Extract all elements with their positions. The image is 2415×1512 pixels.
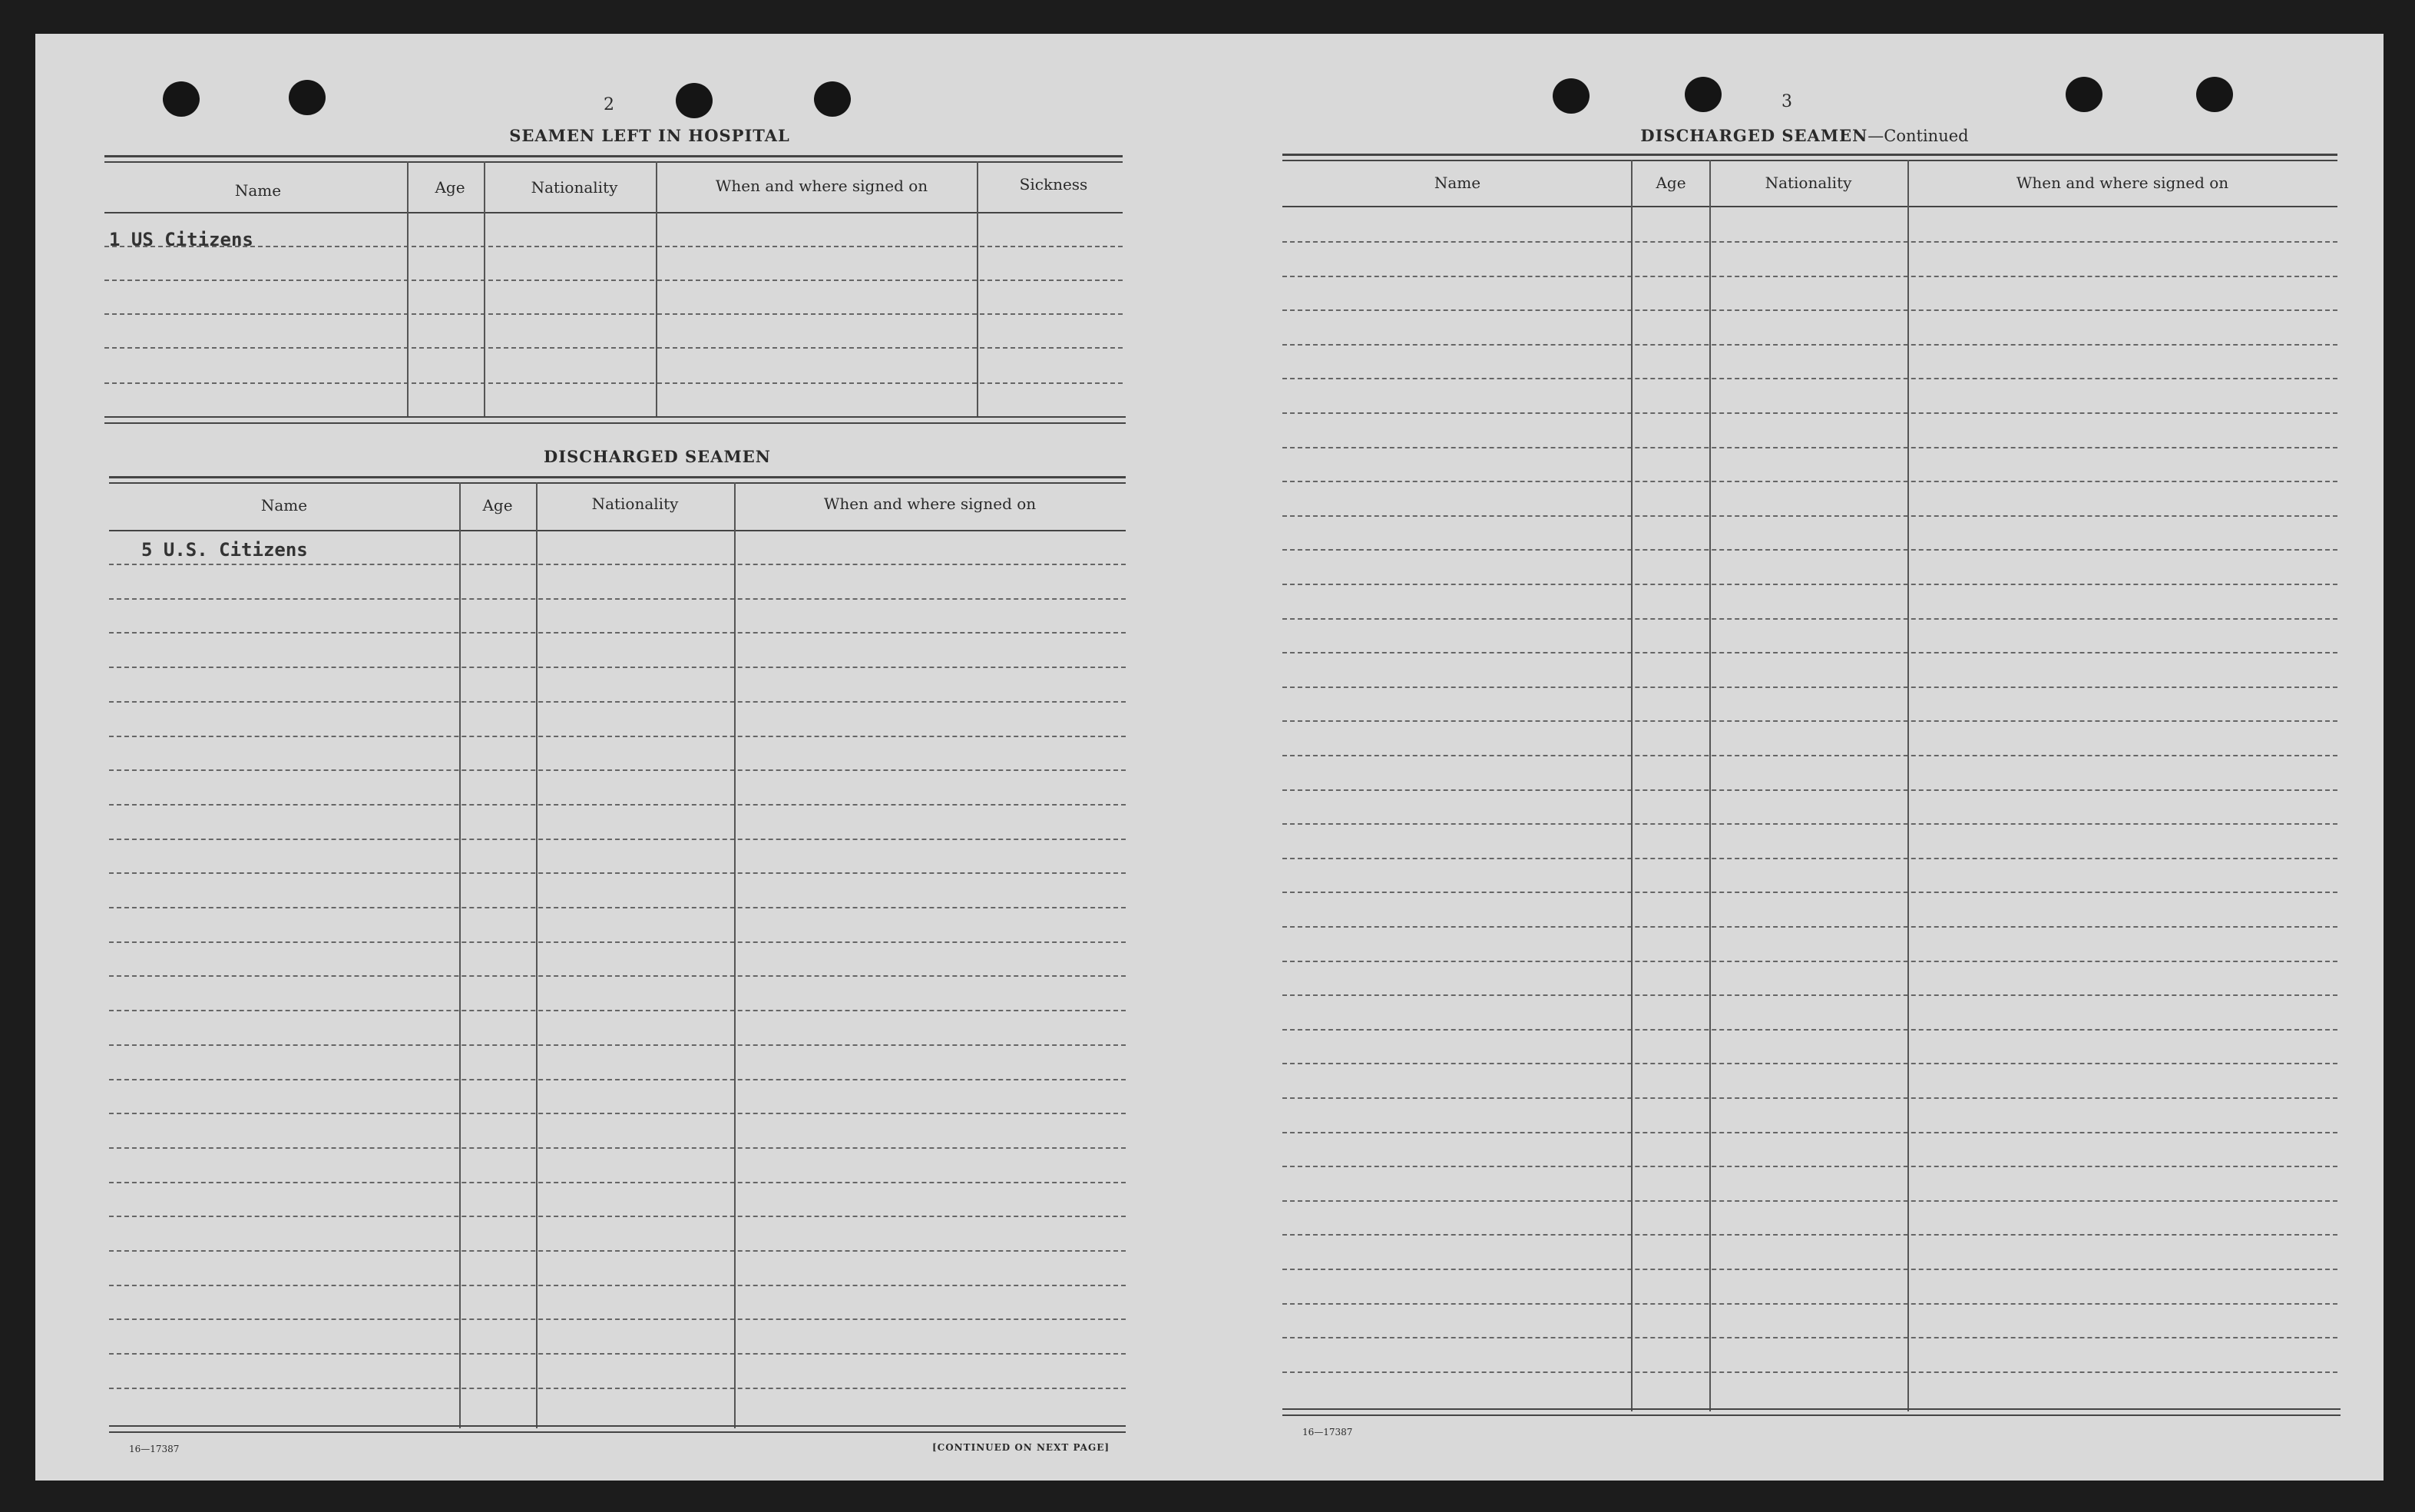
column-divider xyxy=(536,482,538,1428)
ruled-line xyxy=(104,246,1123,247)
document-page-spread xyxy=(35,34,2384,1481)
punch-hole xyxy=(2066,77,2102,112)
ruled-line xyxy=(104,382,1123,384)
ruled-line xyxy=(1282,584,2337,585)
ruled-line xyxy=(109,872,1126,874)
rule xyxy=(104,422,1126,424)
column-header-name: Name xyxy=(234,181,282,200)
ruled-line xyxy=(1282,926,2337,928)
ruled-line xyxy=(104,347,1123,349)
ruled-line xyxy=(1282,994,2337,996)
ruled-line xyxy=(1282,241,2337,243)
ruled-line xyxy=(104,280,1123,281)
ruled-line xyxy=(109,941,1126,943)
ruled-line xyxy=(1282,961,2337,962)
ruled-line xyxy=(1282,344,2337,346)
column-header-nationality: Nationality xyxy=(1765,174,1852,192)
ruled-line xyxy=(109,907,1126,908)
column-header-sickness: Sickness xyxy=(1019,175,1088,194)
rule xyxy=(1282,206,2337,207)
ruled-line xyxy=(109,564,1126,565)
column-divider xyxy=(977,161,978,418)
ruled-line xyxy=(1282,652,2337,653)
ruled-line xyxy=(1282,412,2337,414)
column-divider xyxy=(484,161,485,418)
ruled-line xyxy=(109,1113,1126,1114)
ruled-line xyxy=(109,632,1126,634)
ruled-line xyxy=(1282,309,2337,311)
ruled-line xyxy=(109,1010,1126,1011)
ruled-line xyxy=(1282,858,2337,859)
ruled-line xyxy=(1282,1029,2337,1031)
column-header-nationality: Nationality xyxy=(531,178,618,197)
ruled-line xyxy=(109,667,1126,668)
column-header-signed-on: When and where signed on xyxy=(2016,174,2229,192)
ruled-line xyxy=(109,1353,1126,1355)
title-text: DISCHARGED SEAMEN xyxy=(1640,126,1868,145)
column-header-age: Age xyxy=(482,496,513,514)
ruled-line xyxy=(109,598,1126,600)
ruled-line xyxy=(1282,1303,2337,1305)
column-divider xyxy=(407,161,409,418)
ruled-line xyxy=(104,313,1123,315)
punch-hole xyxy=(2196,77,2233,112)
ruled-line xyxy=(109,701,1126,703)
column-header-signed-on: When and where signed on xyxy=(715,177,928,195)
punch-hole xyxy=(1685,77,1722,112)
punch-hole xyxy=(289,80,326,115)
ruled-line xyxy=(1282,1063,2337,1064)
ruled-line xyxy=(109,1044,1126,1046)
column-header-name: Name xyxy=(1434,174,1481,192)
rule xyxy=(109,476,1126,478)
ruled-line xyxy=(1282,447,2337,448)
hospital-section-title: SEAMEN LEFT IN HOSPITAL xyxy=(509,126,790,145)
rule xyxy=(104,416,1126,418)
continued-note: [CONTINUED ON NEXT PAGE] xyxy=(932,1442,1110,1453)
ruled-line xyxy=(1282,1200,2337,1202)
column-divider xyxy=(459,482,461,1428)
ruled-line xyxy=(109,1216,1126,1217)
page-number: 2 xyxy=(604,95,614,114)
punch-hole xyxy=(163,81,200,117)
ruled-line xyxy=(1282,687,2337,688)
ruled-line xyxy=(109,1250,1126,1252)
column-header-age: Age xyxy=(1656,174,1686,192)
ruled-line xyxy=(1282,378,2337,379)
ruled-line xyxy=(1282,823,2337,825)
ruled-line xyxy=(1282,1132,2337,1133)
rule xyxy=(1282,1414,2341,1416)
ruled-line xyxy=(1282,1371,2337,1373)
discharged-entry: 5 U.S. Citizens xyxy=(141,539,308,561)
column-divider xyxy=(1709,160,1711,1411)
rule xyxy=(109,1431,1126,1433)
page-number: 3 xyxy=(1781,92,1792,111)
ruled-line xyxy=(109,736,1126,737)
ruled-line xyxy=(1282,755,2337,756)
ruled-line xyxy=(109,1147,1126,1149)
ruled-line xyxy=(109,804,1126,806)
punch-hole xyxy=(1553,78,1590,114)
rule xyxy=(1282,154,2337,156)
form-number: 16—17387 xyxy=(1302,1427,1353,1438)
rule xyxy=(104,155,1123,157)
ruled-line xyxy=(109,1388,1126,1389)
column-divider xyxy=(1631,160,1633,1411)
rule xyxy=(1282,1408,2341,1410)
ruled-line xyxy=(1282,1337,2337,1338)
ruled-line xyxy=(1282,549,2337,551)
rule xyxy=(109,482,1126,484)
ruled-line xyxy=(1282,1234,2337,1236)
ruled-line xyxy=(1282,789,2337,791)
ruled-line xyxy=(109,1285,1126,1286)
ruled-line xyxy=(1282,276,2337,277)
ruled-line xyxy=(109,1182,1126,1183)
hospital-entry: 1 US Citizens xyxy=(109,229,253,250)
column-header-name: Name xyxy=(260,496,308,514)
column-header-signed-on: When and where signed on xyxy=(823,495,1037,513)
ruled-line xyxy=(1282,892,2337,893)
punch-hole xyxy=(676,83,713,118)
discharged-continued-title xyxy=(1613,126,1997,145)
ruled-line xyxy=(1282,515,2337,517)
ruled-line xyxy=(1282,481,2337,482)
rule xyxy=(109,1425,1126,1427)
rule xyxy=(104,161,1123,163)
ruled-line xyxy=(109,1318,1126,1320)
ruled-line xyxy=(109,839,1126,840)
rule xyxy=(1282,160,2337,161)
column-header-age: Age xyxy=(435,178,465,197)
ruled-line xyxy=(1282,1097,2337,1099)
ruled-line xyxy=(109,975,1126,977)
title-suffix: —Continued xyxy=(1867,127,1969,145)
rule xyxy=(109,530,1126,531)
ruled-line xyxy=(1282,1166,2337,1167)
rule xyxy=(104,212,1123,213)
ruled-line xyxy=(109,1079,1126,1080)
punch-hole xyxy=(814,81,851,117)
column-divider xyxy=(1907,160,1909,1411)
ruled-line xyxy=(1282,618,2337,620)
column-header-nationality: Nationality xyxy=(591,495,679,513)
ruled-line xyxy=(1282,1269,2337,1270)
ruled-line xyxy=(109,769,1126,771)
column-divider xyxy=(656,161,657,418)
column-divider xyxy=(734,482,736,1428)
form-number: 16—17387 xyxy=(129,1444,180,1454)
ruled-line xyxy=(1282,720,2337,722)
discharged-section-title: DISCHARGED SEAMEN xyxy=(544,447,771,466)
